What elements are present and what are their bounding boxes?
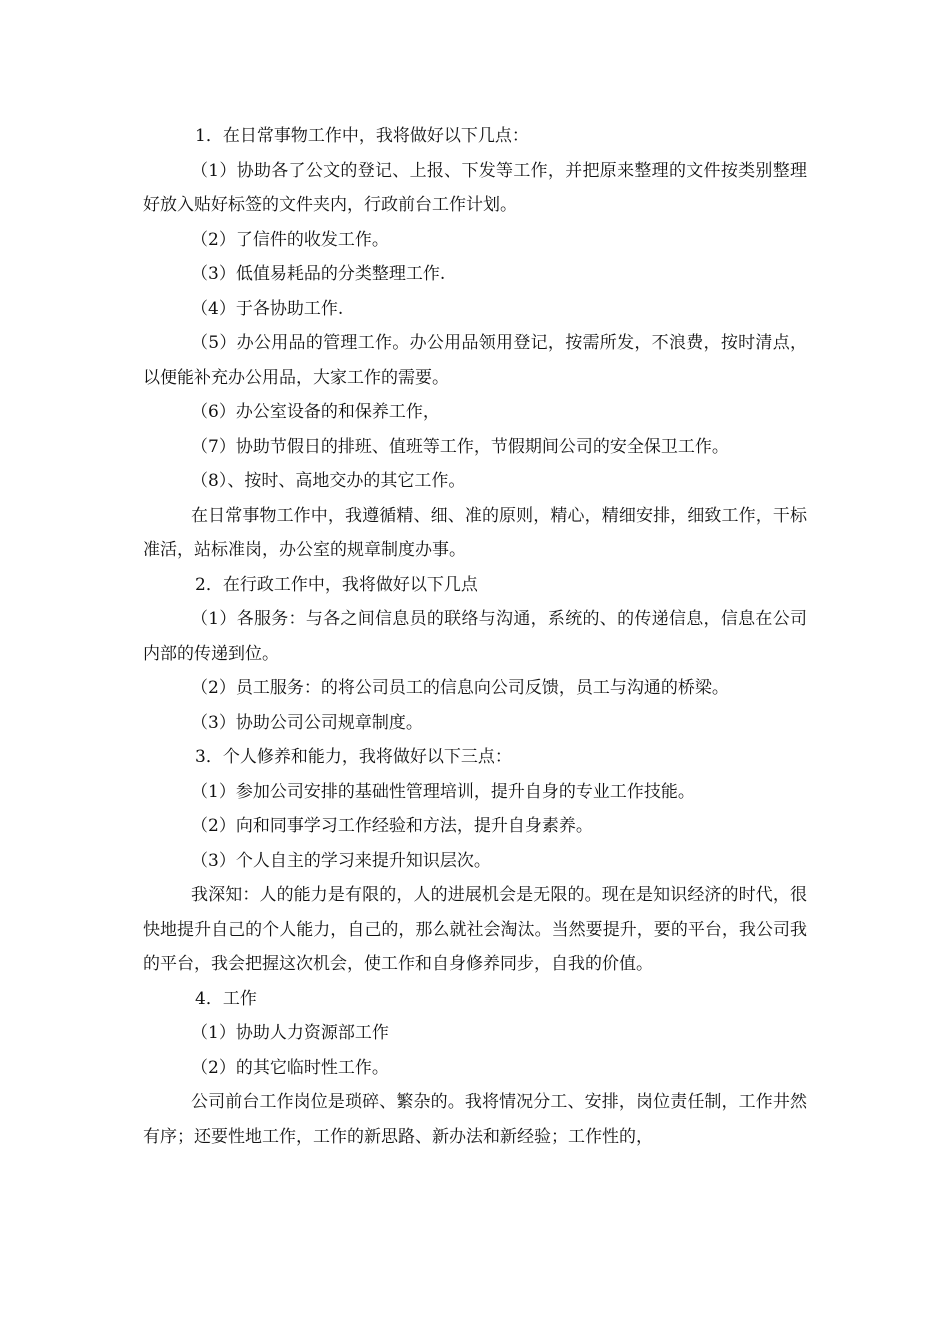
list-item: （3）个人自主的学习来提升知识层次。 <box>191 850 491 871</box>
list-item: （2）员工服务：的将公司员工的信息向公司反馈，员工与沟通的桥梁。 <box>191 678 729 698</box>
list-item: （3）协助公司公司规章制度。 <box>191 712 423 733</box>
section-heading-3: 3．个人修养和能力，我将做好以下三点： <box>195 747 512 767</box>
list-item: （1）协助人力资源部工作 <box>191 1023 389 1043</box>
body-paragraph: 公司前台工作岗位是琐碎、繁杂的。我将情况分工、安排，岗位责任制，工作井然有序；还要性地工作，工作的新思路、新办法和新经验；工作性的， <box>143 1092 807 1147</box>
list-item: （5）办公用品的管理工作。办公用品领用登记，按需所发，不浪费，按时清点，以便能补充办公用品，大家工作的需要。 <box>143 333 807 388</box>
list-item: （2）了信件的收发工作。 <box>191 229 389 250</box>
list-item: （4）于各协助工作. <box>191 298 344 319</box>
list-item: （2）的其它临时性工作。 <box>191 1057 389 1078</box>
list-item: （2）向和同事学习工作经验和方法，提升自身素养。 <box>191 816 593 836</box>
list-item: （7）协助节假日的排班、值班等工作，节假期间公司的安全保卫工作。 <box>191 436 729 457</box>
section-heading-2: 2．在行政工作中，我将做好以下几点 <box>195 574 478 595</box>
list-item: （1）各服务：与各之间信息员的联络与沟通，系统的、的传递信息，信息在公司内部的传递到位。 <box>143 609 807 664</box>
body-paragraph: 我深知：人的能力是有限的，人的进展机会是无限的。现在是知识经济的时代，很快地提升自己的个人能力，自己的，那么就社会淘汰。当然要提升，要的平台，我公司我的平台，我会把握这次机会，使工作和自身修养同步，自我的价值。 <box>143 885 807 974</box>
list-item: （8）、按时、高地交办的其它工作。 <box>191 471 466 491</box>
list-item: （1）协助各了公文的登记、上报、下发等工作，并把原来整理的文件按类别整理好放入贴好标签的文件夹内，行政前台工作计划。 <box>143 160 807 215</box>
document-body <box>143 119 807 1154</box>
list-item: （6）办公室设备的和保养工作， <box>191 402 440 422</box>
body-paragraph: 在日常事物工作中，我遵循精、细、准的原则，精心，精细安排，细致工作，干标准活，站标准岗，办公室的规章制度办事。 <box>143 505 807 560</box>
section-heading-1: 1．在日常事物工作中，我将做好以下几点： <box>195 126 529 146</box>
section-heading-4: 4．工作 <box>195 988 257 1009</box>
list-item: （3）低值易耗品的分类整理工作. <box>191 264 446 284</box>
list-item: （1）参加公司安排的基础性管理培训，提升自身的专业工作技能。 <box>191 781 695 802</box>
